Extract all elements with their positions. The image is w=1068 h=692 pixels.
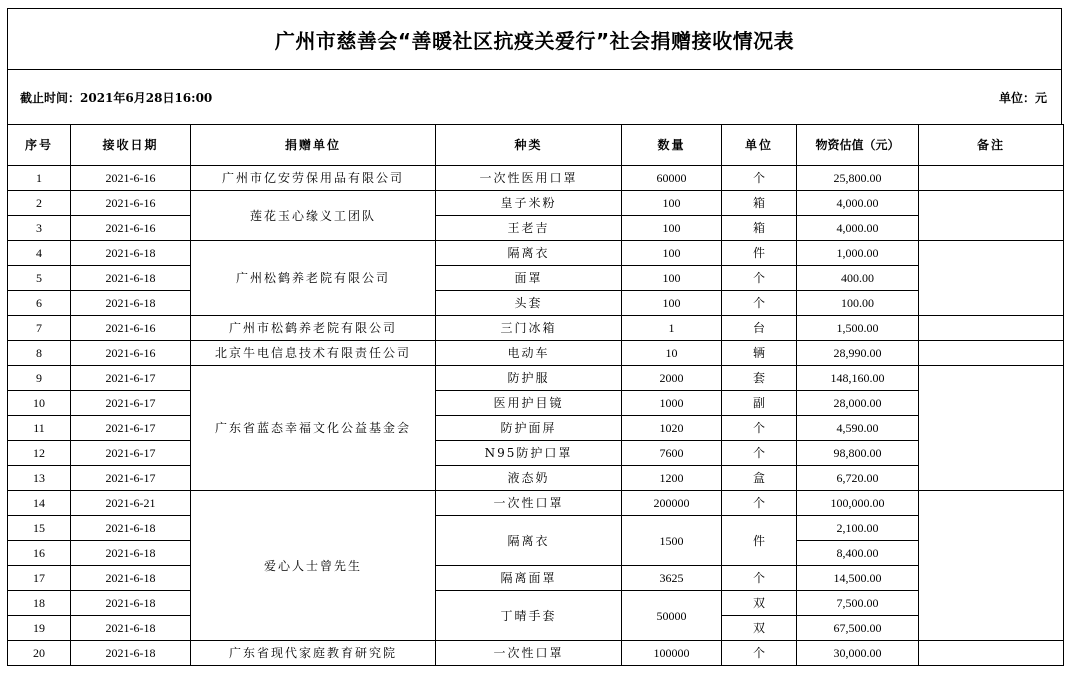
cell-date: 2021-6-18 (71, 241, 191, 266)
cell-donor: 广州市亿安劳保用品有限公司 (191, 166, 436, 191)
table-row (8, 591, 1064, 616)
cell-item: 一次性医用口罩 (436, 166, 622, 191)
cell-no: 12 (8, 441, 71, 466)
cell-date: 2021-6-16 (71, 341, 191, 366)
cell-value: 2,100.00 (797, 516, 919, 541)
cell-no: 4 (8, 241, 71, 266)
cell-value: 1,000.00 (797, 241, 919, 266)
cell-item: 面罩 (436, 266, 622, 291)
cell-qty: 1000 (622, 391, 722, 416)
cell-value: 7,500.00 (797, 591, 919, 616)
cell-item: 隔离衣 (436, 516, 622, 566)
cell-note (919, 166, 1064, 191)
cell-unit: 辆 (722, 341, 797, 366)
cell-qty: 100 (622, 216, 722, 241)
meta-bar (7, 70, 1062, 124)
cell-item: 皇子米粉 (436, 191, 622, 216)
table-row (8, 441, 1064, 466)
cell-date: 2021-6-16 (71, 191, 191, 216)
table-row (8, 266, 1064, 291)
cell-no: 20 (8, 641, 71, 666)
cell-note (919, 241, 1064, 316)
cell-no: 9 (8, 366, 71, 391)
cell-unit: 双 (722, 591, 797, 616)
cell-note (919, 316, 1064, 341)
cell-item: N95防护口罩 (436, 441, 622, 466)
cell-value: 100,000.00 (797, 491, 919, 516)
cell-date: 2021-6-17 (71, 366, 191, 391)
cell-value: 67,500.00 (797, 616, 919, 641)
currency-unit: 单位：元 (998, 91, 1047, 105)
table-row (8, 466, 1064, 491)
header-donor: 捐赠单位 (191, 125, 436, 166)
cell-unit: 双 (722, 616, 797, 641)
header-note: 备注 (919, 125, 1064, 166)
cell-item: 医用护目镜 (436, 391, 622, 416)
cell-item: 防护服 (436, 366, 622, 391)
table-row (8, 166, 1064, 191)
cell-item: 防护面屏 (436, 416, 622, 441)
cell-date: 2021-6-17 (71, 466, 191, 491)
cell-value: 4,000.00 (797, 216, 919, 241)
cell-unit: 箱 (722, 216, 797, 241)
cell-value: 148,160.00 (797, 366, 919, 391)
cell-note (919, 491, 1064, 641)
cell-qty: 2000 (622, 366, 722, 391)
cell-date: 2021-6-18 (71, 541, 191, 566)
cell-qty: 7600 (622, 441, 722, 466)
cell-note (919, 366, 1064, 491)
cell-no: 14 (8, 491, 71, 516)
cell-note (919, 641, 1064, 666)
cell-item: 王老吉 (436, 216, 622, 241)
table-row (8, 191, 1064, 216)
cell-unit: 件 (722, 241, 797, 266)
cell-unit: 个 (722, 291, 797, 316)
cell-date: 2021-6-18 (71, 291, 191, 316)
table-row (8, 566, 1064, 591)
header-date: 接收日期 (71, 125, 191, 166)
cell-value: 1,500.00 (797, 316, 919, 341)
header-qty: 数量 (622, 125, 722, 166)
cell-date: 2021-6-18 (71, 566, 191, 591)
table-row (8, 641, 1064, 666)
cell-no: 13 (8, 466, 71, 491)
cell-item: 液态奶 (436, 466, 622, 491)
cell-no: 19 (8, 616, 71, 641)
cell-value: 8,400.00 (797, 541, 919, 566)
cell-value: 98,800.00 (797, 441, 919, 466)
cell-donor: 广州松鹤养老院有限公司 (191, 241, 436, 316)
cutoff-time: 截止时间：2021年6月28日16:00 (20, 91, 213, 105)
table-row (8, 366, 1064, 391)
cell-unit: 件 (722, 516, 797, 566)
cell-donor: 莲花玉心缘义工团队 (191, 191, 436, 241)
donation-table (7, 124, 1064, 666)
header-value: 物资估值（元） (797, 125, 919, 166)
cell-no: 16 (8, 541, 71, 566)
cell-item: 一次性口罩 (436, 641, 622, 666)
cell-note (919, 341, 1064, 366)
cell-value: 30,000.00 (797, 641, 919, 666)
cell-no: 6 (8, 291, 71, 316)
table-row (8, 516, 1064, 541)
cell-date: 2021-6-21 (71, 491, 191, 516)
cell-date: 2021-6-17 (71, 441, 191, 466)
cell-qty: 1 (622, 316, 722, 341)
cell-qty: 100 (622, 241, 722, 266)
cell-date: 2021-6-17 (71, 416, 191, 441)
cell-qty: 50000 (622, 591, 722, 641)
cell-qty: 100 (622, 266, 722, 291)
cell-donor: 广州市松鹤养老院有限公司 (191, 316, 436, 341)
table-row (8, 391, 1064, 416)
header-unit: 单位 (722, 125, 797, 166)
cell-date: 2021-6-18 (71, 641, 191, 666)
cell-qty: 100000 (622, 641, 722, 666)
cell-value: 4,590.00 (797, 416, 919, 441)
cell-value: 28,000.00 (797, 391, 919, 416)
cell-no: 15 (8, 516, 71, 541)
page-title: 广州市慈善会“善暖社区抗疫关爱行”社会捐赠接收情况表 (274, 28, 795, 53)
cell-date: 2021-6-17 (71, 391, 191, 416)
table-row (8, 491, 1064, 516)
title-box (7, 8, 1062, 70)
cell-unit: 个 (722, 641, 797, 666)
cell-item: 丁晴手套 (436, 591, 622, 641)
cell-no: 17 (8, 566, 71, 591)
table-row (8, 416, 1064, 441)
header-row (8, 125, 1064, 166)
cell-item: 三门冰箱 (436, 316, 622, 341)
cell-value: 14,500.00 (797, 566, 919, 591)
header-item: 种类 (436, 125, 622, 166)
cell-no: 2 (8, 191, 71, 216)
cell-qty: 10 (622, 341, 722, 366)
cell-date: 2021-6-16 (71, 216, 191, 241)
cell-value: 100.00 (797, 291, 919, 316)
cell-date: 2021-6-18 (71, 616, 191, 641)
cell-item: 隔离面罩 (436, 566, 622, 591)
cell-qty: 100 (622, 191, 722, 216)
cell-unit: 个 (722, 416, 797, 441)
cell-unit: 个 (722, 266, 797, 291)
cell-qty: 100 (622, 291, 722, 316)
cell-date: 2021-6-18 (71, 266, 191, 291)
cell-unit: 个 (722, 491, 797, 516)
cell-qty: 3625 (622, 566, 722, 591)
cell-no: 10 (8, 391, 71, 416)
cell-no: 8 (8, 341, 71, 366)
cell-qty: 1200 (622, 466, 722, 491)
cell-qty: 200000 (622, 491, 722, 516)
cell-qty: 1500 (622, 516, 722, 566)
header-no: 序号 (8, 125, 71, 166)
cell-unit: 个 (722, 441, 797, 466)
cell-unit: 套 (722, 366, 797, 391)
cell-no: 5 (8, 266, 71, 291)
cell-unit: 盒 (722, 466, 797, 491)
cell-no: 18 (8, 591, 71, 616)
cell-date: 2021-6-18 (71, 516, 191, 541)
cell-unit: 箱 (722, 191, 797, 216)
cell-date: 2021-6-16 (71, 316, 191, 341)
cell-unit: 个 (722, 566, 797, 591)
cell-qty: 60000 (622, 166, 722, 191)
table-row (8, 216, 1064, 241)
cell-no: 1 (8, 166, 71, 191)
cell-value: 28,990.00 (797, 341, 919, 366)
cell-donor: 北京牛电信息技术有限责任公司 (191, 341, 436, 366)
cell-no: 3 (8, 216, 71, 241)
cell-unit: 副 (722, 391, 797, 416)
cell-value: 6,720.00 (797, 466, 919, 491)
cell-value: 400.00 (797, 266, 919, 291)
cell-value: 25,800.00 (797, 166, 919, 191)
table-row (8, 341, 1064, 366)
cell-unit: 个 (722, 166, 797, 191)
cell-donor: 广东省蓝态幸福文化公益基金会 (191, 366, 436, 491)
cell-qty: 1020 (622, 416, 722, 441)
cell-no: 7 (8, 316, 71, 341)
cell-donor: 广东省现代家庭教育研究院 (191, 641, 436, 666)
cell-item: 隔离衣 (436, 241, 622, 266)
cell-date: 2021-6-16 (71, 166, 191, 191)
cell-item: 电动车 (436, 341, 622, 366)
cell-item: 一次性口罩 (436, 491, 622, 516)
table-row (8, 316, 1064, 341)
cell-item: 头套 (436, 291, 622, 316)
cell-no: 11 (8, 416, 71, 441)
table-row (8, 241, 1064, 266)
cell-date: 2021-6-18 (71, 591, 191, 616)
cell-note (919, 191, 1064, 241)
cell-value: 4,000.00 (797, 191, 919, 216)
table-row (8, 291, 1064, 316)
cell-unit: 台 (722, 316, 797, 341)
cell-donor: 爱心人士曾先生 (191, 491, 436, 641)
